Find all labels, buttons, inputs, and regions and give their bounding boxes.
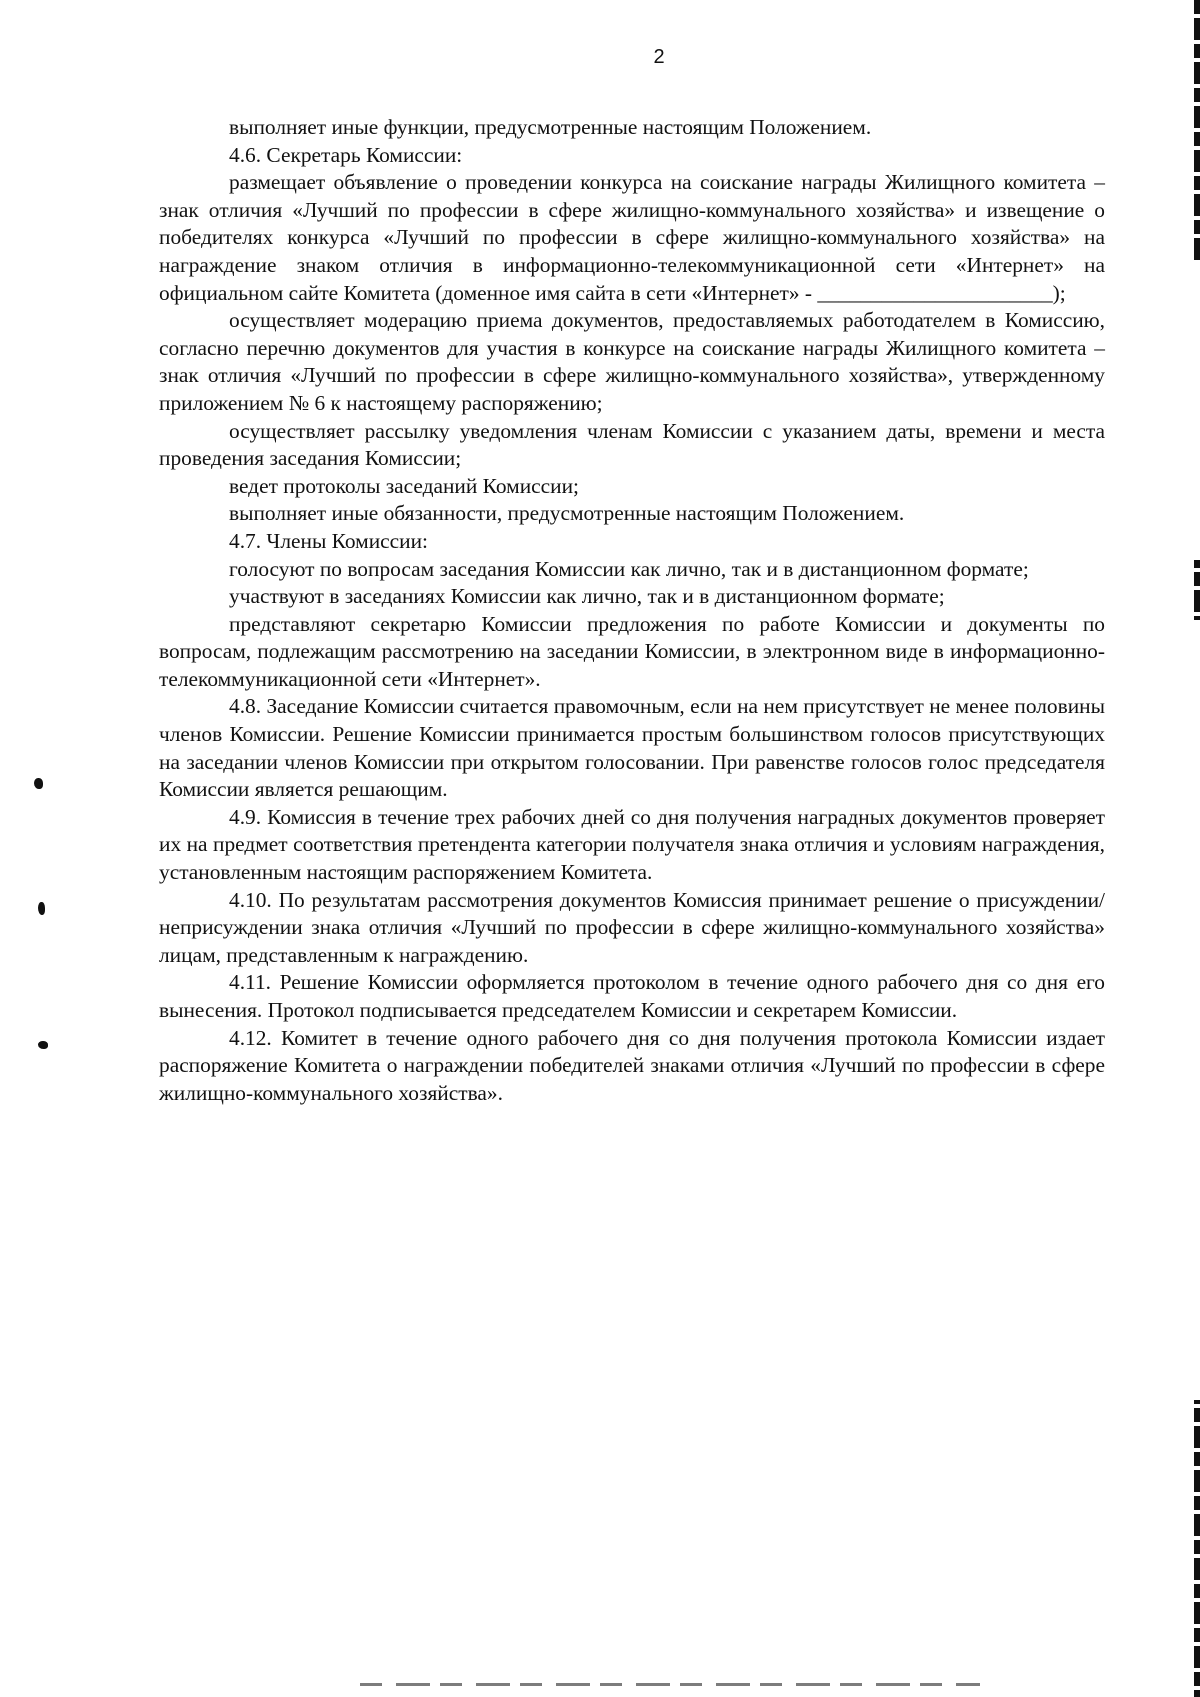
paragraph: размещает объявление о проведении конкурса на соискание награды Жилищного комитета – знак отличия «Лучший по профессии в сфере жилищно-коммунального хозяйства» и извещение о победителях конкурса «Лучший по профессии в сфере жилищно-коммунального хозяйства» на награждение знаком отличия в информационно-телекоммуникационной сети «Интернет» на официальном сайте Комитета (доменное имя сайта в сети «Интернет» - ______________________);: [159, 170, 1105, 305]
document-body: [159, 114, 1105, 1107]
section-heading: 4.7. Члены Комиссии:: [229, 528, 428, 553]
scan-bottom-artifact: [360, 1683, 980, 1686]
paragraph: 4.11. Решение Комиссии оформляется протоколом в течение одного рабочего дня со дня его вынесения. Протокол подписывается председателем Комиссии и секретарем Комиссии.: [159, 970, 1105, 1022]
scan-speck: [38, 1041, 48, 1049]
page-number: 2: [653, 46, 665, 68]
scan-edge-gap: [1194, 260, 1200, 560]
paragraph: ведет протоколы заседаний Комиссии;: [229, 473, 579, 498]
scan-speck: [34, 778, 43, 789]
section-heading: 4.6. Секретарь Комиссии:: [229, 142, 463, 167]
paragraph: осуществляет модерацию приема документов, предоставляемых работодателем в Комиссию, согласно перечню документов для участия в конкурсе на соискание награды Жилищного комитета – знак отличия «Лучший по профессии в сфере жилищно-коммунального хозяйства», утвержденному приложением № 6 к настоящему распоряжению;: [159, 308, 1105, 415]
paragraph: участвуют в заседаниях Комиссии как лично, так и в дистанционном формате;: [229, 584, 945, 609]
paragraph: 4.10. По результатам рассмотрения документов Комиссия принимает решение о присуждении/неприсуждении знака отличия «Лучший по профессии в сфере жилищно-коммунального хозяйства» лицам, представленным к награждению.: [159, 887, 1105, 967]
paragraph: 4.9. Комиссия в течение трех рабочих дней со дня получения наградных документов проверяет их на предмет соответствия претендента категории получателя знака отличия и условиям награждения, установленным настоящим распоряжением Комитета.: [159, 804, 1105, 885]
paragraph: выполняет иные функции, предусмотренные настоящим Положением.: [229, 115, 872, 139]
paragraph: 4.12. Комитет в течение одного рабочего дня со дня получения протокола Комиссии издает распоряжение Комитета о награждении победителей знаками отличия «Лучший по профессии в сфере жилищно-коммунального хозяйства».: [159, 1025, 1105, 1105]
paragraph: голосуют по вопросам заседания Комиссии как лично, так и в дистанционном формате;: [229, 556, 1029, 581]
paragraph: 4.8. Заседание Комиссии считается правомочным, если на нем присутствует не менее половины членов Комиссии. Решение Комиссии принимается простым большинством голосов присутствующих на заседании членов Комиссии при открытом голосовании. При равенстве голосов голос председателя Комиссии является решающим.: [159, 694, 1105, 802]
scan-speck: [38, 902, 45, 915]
scan-edge-gap: [1194, 620, 1200, 1400]
paragraph: осуществляет рассылку уведомления членам Комиссии с указанием даты, времени и места проведения заседания Комиссии;: [159, 418, 1105, 471]
paragraph: представляют секретарю Комиссии предложения по работе Комиссии и документы по вопросам, подлежащим рассмотрению на заседании Комиссии, в электронном виде в информационно-телекоммуникационной сети «Интернет».: [159, 611, 1105, 691]
paragraph: выполняет иные обязанности, предусмотренные настоящим Положением.: [229, 501, 905, 526]
